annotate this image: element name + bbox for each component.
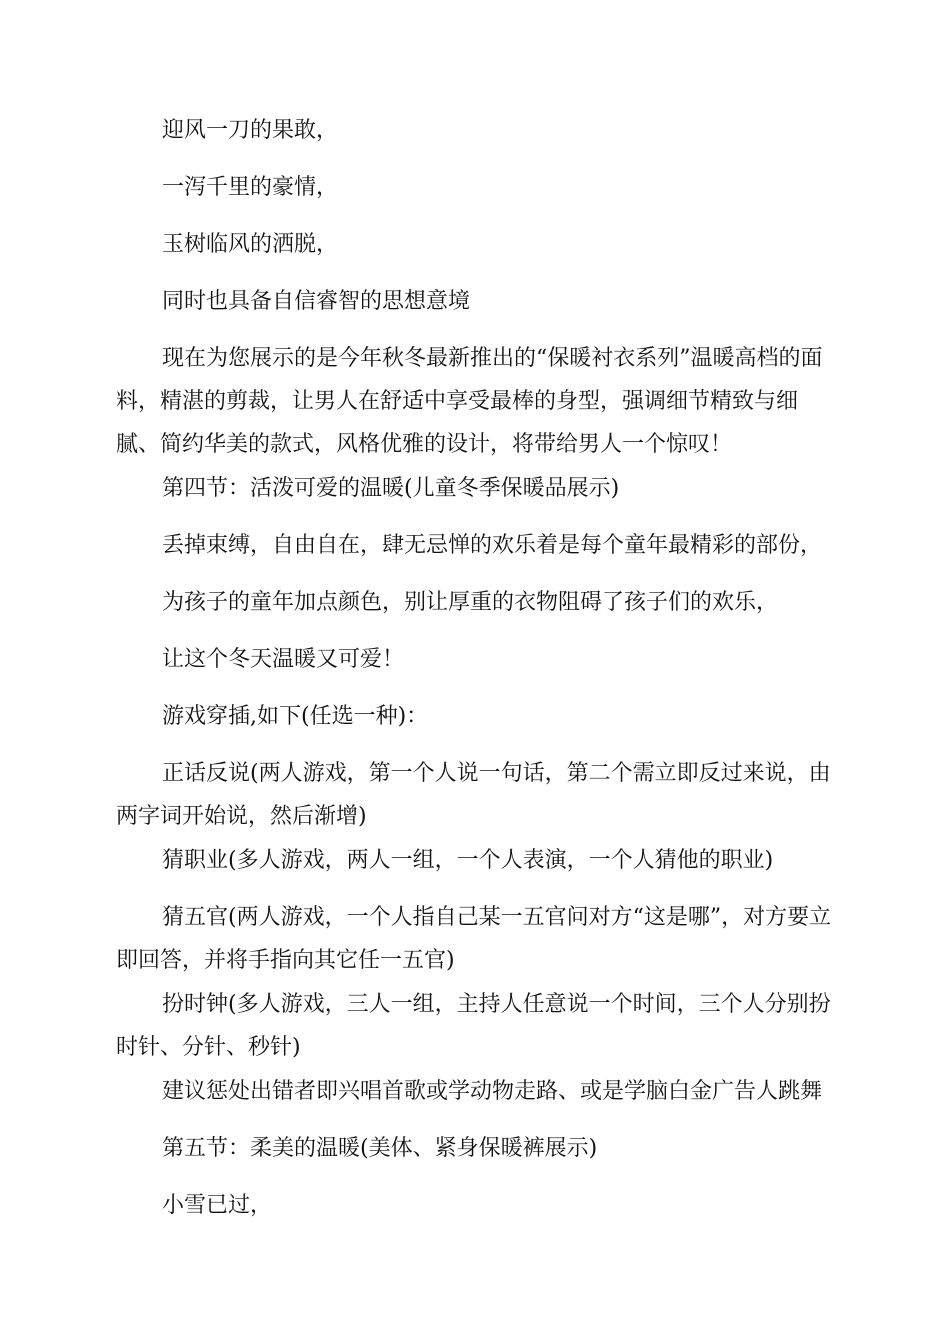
paragraph: 猜职业(多人游戏，两人一组，一个人表演，一个人猜他的职业) — [162, 848, 774, 873]
paragraph: 扮时钟(多人游戏，三人一组，主持人任意说一个时间，三个人分别扮时针、分针、秒针) — [116, 992, 831, 1060]
paragraph: 现在为您展示的是今年秋冬最新推出的“保暖衬衣系列”温暖高档的面料，精湛的剪裁，让男人在舒适中享受最棒的身型，强调细节精致与细腻、简约华美的款式，风格优雅的设计，将带给男人一个惊叹！ — [116, 346, 823, 457]
paragraph: 一泻千里的豪情， — [162, 175, 339, 200]
paragraph: 为孩子的童年加点颜色，别让厚重的衣物阻碍了孩子们的欢乐， — [162, 590, 779, 615]
paragraph: 建议惩处出错者即兴唱首歌或学动物走路、或是学脑白金广告人跳舞 — [162, 1079, 823, 1104]
section-heading: 第五节：柔美的温暖(美体、紧身保暖裤展示) — [162, 1136, 598, 1161]
paragraph: 同时也具备自信睿智的思想意境 — [162, 289, 471, 314]
paragraph: 游戏穿插,如下(任选一种)： — [162, 704, 429, 729]
paragraph: 迎风一刀的果敢， — [162, 118, 339, 143]
paragraph: 让这个冬天温暖又可爱！ — [162, 647, 405, 672]
paragraph: 丢掉束缚，自由自在，肆无忌惮的欢乐着是每个童年最精彩的部份， — [162, 533, 823, 558]
paragraph: 正话反说(两人游戏，第一个人说一句话，第二个需立即反过来说，由两字词开始说，然后渐增) — [116, 761, 831, 829]
paragraph: 玉树临风的洒脱， — [162, 232, 339, 257]
paragraph: 猜五官(两人游戏，一个人指自己某一五官问对方“这是哪”，对方要立即回答，并将手指向其它任一五官) — [116, 905, 832, 973]
paragraph: 小雪已过， — [162, 1193, 273, 1218]
section-heading: 第四节：活泼可爱的温暖(儿童冬季保暖品展示) — [162, 476, 620, 501]
